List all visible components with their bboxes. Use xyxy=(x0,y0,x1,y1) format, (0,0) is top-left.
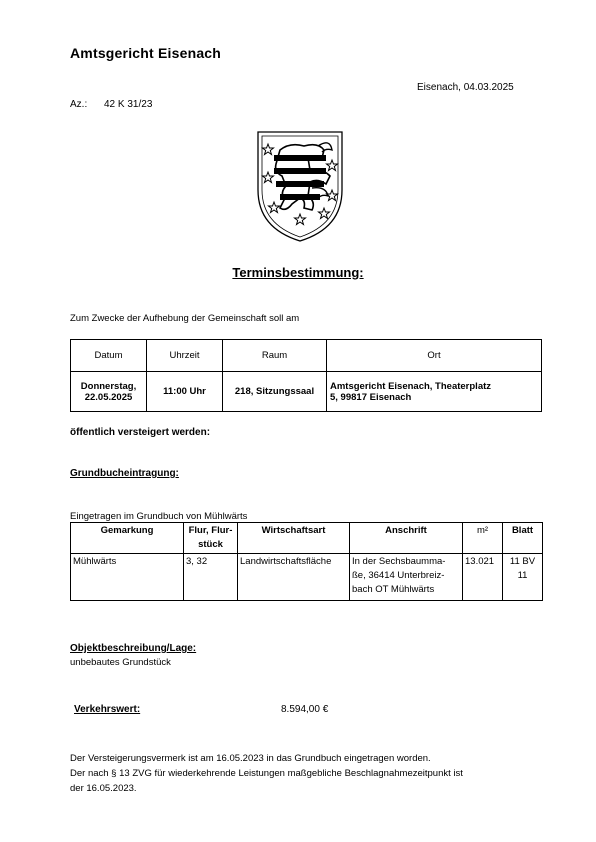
object-description-heading: Objektbeschreibung/Lage: xyxy=(70,643,197,654)
header-flur xyxy=(184,523,238,554)
header-raum: Raum xyxy=(223,340,327,372)
datum-weekday: Donnerstag, xyxy=(80,380,137,392)
footer-line-3: der 16.05.2023. xyxy=(70,783,137,794)
file-number: 42 K 31/23 xyxy=(104,99,153,110)
table-row xyxy=(71,554,543,601)
ort-line-2: 5, 99817 Eisenach xyxy=(330,391,412,403)
page-title: Terminsbestimmung: xyxy=(232,265,364,280)
header-blatt: Blatt xyxy=(503,523,543,554)
flur-header-line-2: stück xyxy=(198,539,223,550)
table-row xyxy=(71,372,542,412)
ort-line-1: Amtsgericht Eisenach, Theaterplatz xyxy=(330,380,492,392)
cell-gemarkung: Mühlwärts xyxy=(71,554,184,601)
header-m2: m² xyxy=(463,523,503,554)
cell-uhrzeit: 11:00 Uhr xyxy=(147,372,223,412)
anschrift-line-1: In der Sechsbaumma- xyxy=(352,556,446,567)
cell-flur: 3, 32 xyxy=(184,554,238,601)
land-register-heading: Grundbucheintragung: xyxy=(70,468,179,479)
cell-m2: 13.021 xyxy=(463,554,503,601)
flur-header-line-1: Flur, Flur- xyxy=(188,525,233,536)
footer-line-1: Der Versteigerungsvermerk ist am 16.05.2023 in das Grundbuch eingetragen worden. xyxy=(70,753,431,764)
intro-text: Zum Zwecke der Aufhebung der Gemeinschaft soll am xyxy=(70,313,300,324)
file-number-label: Az.: xyxy=(70,99,88,110)
land-register-table xyxy=(70,522,543,601)
object-description: unbebautes Grundstück xyxy=(70,657,171,668)
table-header-row xyxy=(71,523,543,554)
cell-blatt xyxy=(503,554,543,601)
place-date: Eisenach, 04.03.2025 xyxy=(417,82,514,93)
blatt-line-2: 11 xyxy=(517,570,528,581)
cell-raum: 218, Sitzungssaal xyxy=(223,372,327,412)
anschrift-line-2: ße, 36414 Unterbreiz- xyxy=(352,570,445,581)
land-register-intro: Eingetragen im Grundbuch von Mühlwärts xyxy=(70,511,248,522)
footer-notes xyxy=(70,751,540,796)
court-name: Amtsgericht Eisenach xyxy=(70,45,222,61)
table-header-row xyxy=(71,340,542,372)
header-gemarkung: Gemarkung xyxy=(71,523,184,554)
footer-line-2: Der nach § 13 ZVG für wiederkehrende Leistungen maßgebliche Beschlagnahmezeitpunkt ist xyxy=(70,768,463,779)
datum-date: 22.05.2025 xyxy=(84,391,133,403)
blatt-line-1: 11 BV xyxy=(509,556,536,567)
header-ort: Ort xyxy=(327,340,542,372)
cell-wirtschaftsart: Landwirtschaftsfläche xyxy=(238,554,350,601)
cell-anschrift xyxy=(350,554,463,601)
header-wirtschaftsart: Wirtschaftsart xyxy=(238,523,350,554)
thuringia-coat-of-arms-icon xyxy=(252,128,348,244)
termin-table xyxy=(70,339,542,412)
market-value-label: Verkehrswert: xyxy=(74,704,141,715)
cell-datum xyxy=(71,372,147,412)
market-value: 8.594,00 € xyxy=(281,704,329,715)
anschrift-line-3: bach OT Mühlwärts xyxy=(352,584,435,595)
header-uhrzeit: Uhrzeit xyxy=(147,340,223,372)
header-anschrift: Anschrift xyxy=(350,523,463,554)
cell-ort xyxy=(327,372,542,412)
header-datum: Datum xyxy=(71,340,147,372)
auction-statement: öffentlich versteigert werden: xyxy=(70,427,211,438)
